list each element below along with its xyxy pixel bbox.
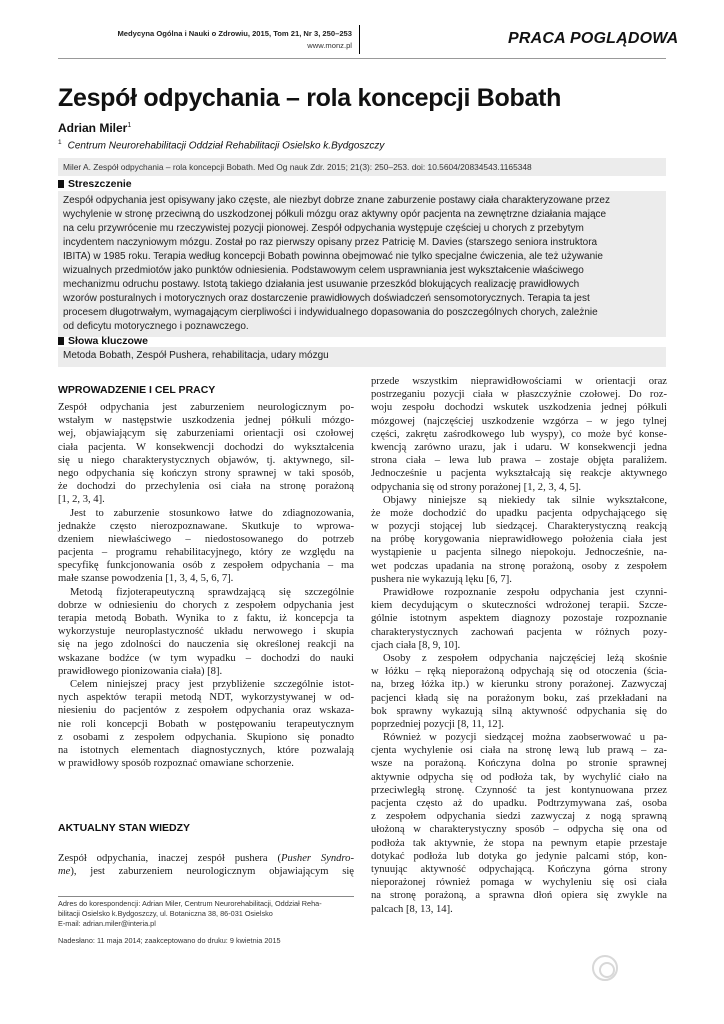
body-line: terapia metodą Bobath. Wynika to z faktu, iż koncepcja ta <box>58 613 354 624</box>
body-line: cjenta wychylenie osi ciała na stronę lewą lub prawą – za- <box>371 745 667 757</box>
body-line: małe szanse powodzenia [1, 3, 4, 5, 6, 7]. <box>58 573 234 585</box>
body-line: w prawidłowy sposób rozpoznać omawiane schorzenie. <box>58 758 294 770</box>
body-text: ), jest zaburzeniem neurologicznym objawiającym się <box>70 866 354 878</box>
abstract-line: Zespół odpychania jest opisywany jako częste, ale niezbyt dobrze znane zaburzenie postawy ciała charakteryzowane przez <box>63 195 610 206</box>
left-column-body <box>58 401 354 770</box>
section-heading-introduction: WPROWADZENIE I CEL PRACY <box>58 384 216 396</box>
body-line: przede wszystkim nieprawidłowościami w orientacji oraz <box>371 376 667 387</box>
body-line: pacjenta często aż do upadku. Podtrzymywana zaś, osoba <box>371 798 667 809</box>
header-divider <box>359 25 360 54</box>
correspondence-footnote <box>58 899 358 946</box>
body-line: kwencją zarówno urazu, jak i udaru. W konsekwencji jedna <box>371 441 667 453</box>
body-line: w łóżku – ręką nieporażoną odpychają się od otoczenia (ścia- <box>371 666 667 678</box>
body-line <box>58 852 354 865</box>
body-line: aktywnie odpycha się od podłoża tak, by wychylić ciało na <box>371 771 667 783</box>
abstract-box <box>58 191 666 337</box>
abstract-line: wzorów posturalnych i motorycznych oraz dostarczenie prawidłowych doświadczeń sensomotorycznych. Terapia ta jest <box>63 293 590 304</box>
abstract-line: procesem długotrwałym, wymagającym cierpliwości i indywidualnego dopasowania do poszczególnych chorych, zależnie <box>63 307 598 318</box>
body-line: na, brzeg łóżka itp.) w kierunku strony porażonej. Zazwyczaj <box>371 679 667 691</box>
body-line: Celem niniejszej pracy jest przybliżenie szczególnie istot- <box>70 678 354 690</box>
body-line: wystąpienie u pacjenta silnego niepokoju. Jednocześnie, na- <box>371 547 667 559</box>
body-line: że dochodzi do przechylenia osi ciała na stronę porażoną <box>58 481 354 493</box>
body-line: mózgowej (najczęściej uszkodzenie wzgórza – w jego tylnej <box>371 415 667 427</box>
body-line: się na jego zdolności do nauczenia się określonej reakcji na <box>58 639 354 651</box>
body-line: dzeniem niewłaściwego – niedostosowanego do potrzeb <box>58 533 354 545</box>
article-title: Zespół odpychania – rola koncepcji Bobath <box>58 84 562 112</box>
article-type-label: PRACA POGLĄDOWA <box>508 30 679 47</box>
body-line: jednakże często nierozpoznawane. Skutkuje to wprowa- <box>58 520 354 532</box>
section-heading-current-knowledge: AKTUALNY STAN WIEDZY <box>58 822 191 834</box>
body-line: Jest to zaburzenie stosunkowo łatwe do zdiagnozowania, <box>70 507 354 519</box>
body-line: cjach ciała [8, 9, 10]. <box>371 639 461 651</box>
body-line: nych aspektów terapii metodą NDT, wykorzystywanej w od- <box>58 692 354 704</box>
watermark-logo-icon <box>592 955 618 981</box>
journal-citation-header: Medycyna Ogólna i Nauki o Zdrowiu, 2015, Tom 21, Nr 3, 250–253 <box>117 29 352 38</box>
body-line: odpychania się od strony porażonej [1, 2, 3, 4, 5]. <box>371 481 582 493</box>
body-line: nieporażonej również pomaga w wychyleniu się osi ciała <box>371 877 667 889</box>
body-text-italic: me <box>58 866 71 878</box>
abstract-heading-text: Streszczenie <box>68 178 132 190</box>
left-column-body-2 <box>58 852 354 878</box>
affiliation-text: Centrum Neurorehabilitacji Oddział Rehabilitacji Osielsko k.Bydgoszczy <box>67 140 385 152</box>
body-line: wej, objawiającym się zaburzeniami orientacji osi czołowej <box>58 428 354 440</box>
journal-url[interactable]: www.monz.pl <box>307 41 352 50</box>
body-line: wstałym w następstwie uszkodzenia jednej półkuli mózgo- <box>58 415 354 427</box>
body-line: strona ciała – lewa lub prawa – zostaje objęta paraliżem. <box>371 455 667 467</box>
body-line: w pozycji stojącej lub siedzącej. Charakterystyczną reakcją <box>371 521 667 533</box>
footnote-line: bilitacji Osielsko k.Bydgoszczy, ul. Botaniczna 38, 86-031 Osielsko <box>58 909 273 918</box>
abstract-line: wychylenie w stronę przeciwną do uszkodzonej półkuli mózgu oraz aktywny opór pacjenta na zewnętrzne działania mające <box>63 209 607 220</box>
abstract-line: IBITA) w 1985 roku. Terapia według koncepcji Bobath powinna obejmować nie tylko specjalne ćwiczenia, ale też używanie <box>63 251 603 262</box>
body-line: z zespołem odpychania siedzi zazwyczaj z nogą sprawną <box>371 811 667 823</box>
body-line: Również w pozycji siedzącej można zaobserwować u pa- <box>383 732 667 744</box>
body-line: dobrze w odniesieniu do chorych z zespołem odpychania jest <box>58 599 354 611</box>
author-line <box>58 121 131 135</box>
keywords-heading-text: Słowa kluczowe <box>68 335 148 347</box>
body-text-italic: Pusher Syndro- <box>281 853 354 864</box>
body-line: woju zespołu dochodzi wskutek uszkodzenia jednej półkuli <box>371 402 667 414</box>
body-line: Jednocześnie u pacjenta wykształcają się reakcje aktywnego <box>371 468 667 480</box>
body-line: bok sprawny wykazują silną aktywność odpychania się do <box>371 705 667 717</box>
body-line: Metodą fizjoterapeutyczną sprawdzającą się szczególnie <box>70 586 354 598</box>
body-line: się u niego charakterystycznych objawów, tj. aktywnego, sil- <box>58 454 354 466</box>
body-line: specyfikę funkcjonowania osób z zespołem odpychania – ma <box>58 560 354 572</box>
body-line: części, zakrętu zaśrodkowego lub wyspy), co może być konse- <box>371 428 667 440</box>
body-line: wykorzystuje neuroplastyczność układu nerwowego i skupia <box>58 626 354 638</box>
section-marker-icon <box>58 337 64 345</box>
body-line: tynuując aktywność odpychającą. Kończyna górna strony <box>371 863 667 875</box>
footnote-email[interactable]: E-mail: adrian.miler@interia.pl <box>58 919 156 928</box>
body-text: Zespół odpychania, inaczej zespół pushera ( <box>58 853 281 864</box>
body-line: wsze na porażoną. Kończyna dolna po stronie sprawnej <box>371 758 667 770</box>
body-line <box>58 865 354 878</box>
body-line: gólnie istotnym aspektem diagnozy pozostaje rozpoznanie <box>371 613 667 625</box>
body-line: Prawidłowe rozpoznanie zespołu odpychania jest czynni- <box>383 587 667 598</box>
body-line: Zespół odpychania jest zaburzeniem neurologicznym po- <box>58 402 354 413</box>
body-line: na stronę porażoną, a sprawna dłoń opiera się zwykle na <box>371 890 667 902</box>
abstract-line: wizualnych przedmiotów jako punktów odniesienia. Podstawowym celem usprawniania jest wykształcenie właściwego <box>63 265 584 276</box>
footnote-gap <box>58 929 358 936</box>
body-line: palcach [8, 13, 14]. <box>371 903 453 915</box>
affiliation-line <box>58 139 384 151</box>
author-affiliation-mark: 1 <box>127 122 132 129</box>
body-line: nie roli koncepcji Bobath w postępowaniu terapeutycznym <box>58 718 354 730</box>
body-line: na próbę korygowania nieprawidłowego położenia ciała jest <box>371 534 667 546</box>
author-name: Adrian Miler <box>58 121 128 135</box>
abstract-heading <box>58 178 132 190</box>
body-line: przeciwległą stronę. Czynność ta jest kontynuowana przez <box>371 784 667 796</box>
body-line: że może dochodzić do upadku pacjenta odpychającego się <box>371 507 667 519</box>
section-marker-icon <box>58 180 64 188</box>
citation-box: Miler A. Zespół odpychania – rola koncepcji Bobath. Med Og nauk Zdr. 2015; 21(3): 250–253. doi: 10.5604/20834543.1165348 <box>58 158 666 176</box>
keywords-box: Metoda Bobath, Zespół Pushera, rehabilitacja, udary mózgu <box>58 347 666 367</box>
body-line: dotykać podłoża lub dotyka go jedynie palcami stóp, kon- <box>371 850 667 862</box>
body-line: ciała pacjenta. W konsekwencji dochodzi do wykształcenia <box>58 441 354 453</box>
footnote-rule <box>58 896 354 897</box>
body-line: wet podczas upadania na stronę porażoną, osoby z zespołem <box>371 560 667 572</box>
body-line: prawidłowego pionizowania ciała) [8]. <box>58 665 223 677</box>
right-column-body <box>371 375 667 916</box>
body-line: pushera nie wykazują lęku [6, 7]. <box>371 573 512 585</box>
footnote-dates: Nadesłano: 11 maja 2014; zaakceptowano do druku: 9 kwietnia 2015 <box>58 936 281 945</box>
body-line: kiem decydującym o skuteczności wdrożonej terapii. Szcze- <box>371 600 667 612</box>
body-line: pacjenci kładą się na porażonym boku, zaś przekładani na <box>371 692 667 704</box>
body-line: Objawy niniejsze są niekiedy tak silnie wykształcone, <box>383 494 667 506</box>
body-line: charakterystycznych zachowań pacjenta w różnych pozy- <box>371 626 667 638</box>
keywords-heading <box>58 335 148 347</box>
abstract-line: incydentem naczyniowym mózgu. Został po raz pierwszy opisany przez Patricię M. Davies (starszego seniora instruktora <box>63 237 598 248</box>
affiliation-mark: 1 <box>58 139 62 146</box>
abstract-line: od deficytu motorycznego i poznawczego. <box>63 321 249 332</box>
body-line: podłoża tak aktywnie, że stopa na pewnym etapie przestaje <box>371 837 667 849</box>
abstract-line: mechanizmu odruchu postawy. Istotą takiego działania jest usuwanie przeszkód blokujących realizację prawidłowych <box>63 279 580 290</box>
body-line: z osobami z zespołem odpychania. Skupiono się ponadto <box>58 731 354 743</box>
body-line: postrzeganiu pozycji ciała w płaszczyźnie czołowej. Do roz- <box>371 389 667 401</box>
body-line: wskazane bodźce (w tym wypadku – dochodzi do nauki <box>58 652 354 664</box>
body-line: nego odpychania się kończyn strony sprawnej w taki sposób, <box>58 467 354 479</box>
body-line: pacjenta – programu rehabilitacyjnego, który ze względu na <box>58 547 354 559</box>
body-line: poprzedniej pozycji [8, 11, 12]. <box>371 718 504 730</box>
footnote-line: Adres do korespondencji: Adrian Miler, Centrum Neurorehabilitacji, Oddział Reha- <box>58 899 322 908</box>
body-line: [1, 2, 3, 4]. <box>58 494 105 506</box>
body-line: Osoby z zespołem odpychania najczęściej leżą skośnie <box>383 652 667 664</box>
header-rule <box>58 58 666 59</box>
abstract-line: na celu przywrócenie mu rzeczywistej pozycji pionowej. Zespół odpychania występuje częściej u chorych z przebytym <box>63 223 584 234</box>
body-line: na istotnych elementach diagnostycznych, które pozwalają <box>58 744 354 756</box>
body-line: ułożoną w charakterystyczny sposób – odpycha się ona od <box>371 824 667 836</box>
body-line: niesieniu do pacjentów z zespołem odpychania oraz wskaza- <box>58 705 354 717</box>
